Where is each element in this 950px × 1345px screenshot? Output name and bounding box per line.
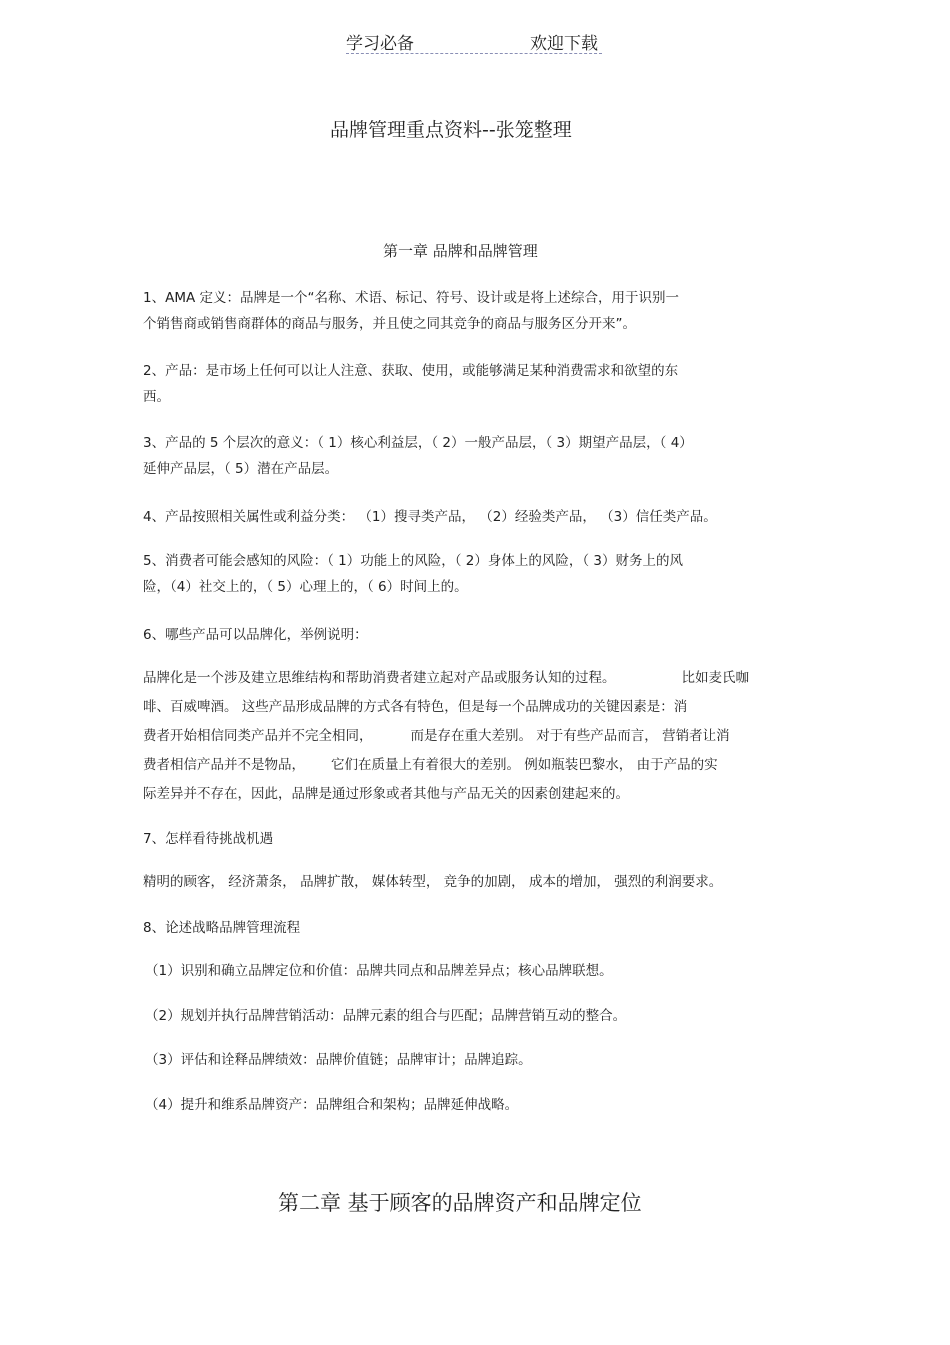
step-4-text: （4）提升和维系品牌资产：品牌组合和架构；品牌延伸战略。 bbox=[145, 1097, 519, 1113]
answer-7-text: 精明的顾客， 经济萧条， 品牌扩散， 媒体转型， 竞争的加剧， 成本的增加， 强烈的利润要求。 bbox=[143, 874, 723, 890]
step-2 bbox=[145, 1003, 807, 1029]
header-right-text: 欢迎下载 bbox=[530, 34, 598, 54]
question-7-text: 7、怎样看待挑战机遇 bbox=[143, 831, 274, 847]
question-8 bbox=[143, 915, 805, 941]
question-6 bbox=[143, 622, 805, 648]
answer-6-line-4a: 费者相信产品并不是物品， bbox=[143, 757, 305, 773]
paragraph-4-line-1: 4、产品按照相关属性或利益分类： （1）搜寻类产品， （2）经验类产品， （3）信任类产品。 bbox=[143, 509, 717, 525]
paragraph-1-line-2: 个销售商或销售商群体的商品与服务，并且使之同其竞争的商品与服务区分开来”。 bbox=[143, 316, 636, 332]
step-3 bbox=[145, 1047, 807, 1073]
answer-6-line-1 bbox=[143, 664, 805, 693]
paragraph-4 bbox=[143, 504, 805, 530]
answer-6 bbox=[143, 664, 805, 809]
paragraph-1-line-1: 1、AMA 定义：品牌是一个“名称、术语、标记、符号、设计或是将上述综合，用于识别一 bbox=[143, 290, 679, 306]
answer-6-line-1b: 比如麦氏咖 bbox=[681, 670, 749, 686]
answer-7 bbox=[143, 869, 805, 895]
paragraph-3-line-2: 延伸产品层，（ 5）潜在产品层。 bbox=[143, 461, 339, 477]
answer-6-line-4b: 它们在质量上有着很大的差别。 例如瓶装巴黎水， 由于产品的实 bbox=[331, 757, 718, 773]
step-1 bbox=[145, 958, 807, 984]
step-3-text: （3）评估和诠释品牌绩效：品牌价值链；品牌审计；品牌追踪。 bbox=[145, 1052, 532, 1068]
chapter-2-heading: 第二章 基于顾客的品牌资产和品牌定位 bbox=[278, 1191, 642, 1215]
paragraph-2-line-2: 西。 bbox=[143, 389, 170, 405]
header-divider bbox=[346, 53, 602, 54]
answer-6-line-5: 际差异并不存在，因此，品牌是通过形象或者其他与产品无关的因素创建起来的。 bbox=[143, 786, 629, 802]
header-left-text: 学习必备 bbox=[346, 34, 414, 54]
paragraph-3-line-1: 3、产品的 5 个层次的意义：（ 1）核心利益层，（ 2）一般产品层，（ 3）期望产品层，（ 4） bbox=[143, 435, 693, 451]
answer-6-line-2: 啡、百威啤酒。 这些产品形成品牌的方式各有特色，但是每一个品牌成功的关键因素是：消 bbox=[143, 699, 688, 715]
answer-6-line-4 bbox=[143, 751, 805, 780]
answer-6-line-3b: 而是存在重大差别。 对于有些产品而言， 营销者让消 bbox=[410, 728, 730, 744]
answer-6-line-3 bbox=[143, 722, 805, 751]
document-title: 品牌管理重点资料--张笼整理 bbox=[330, 119, 572, 141]
paragraph-3 bbox=[143, 430, 805, 482]
answer-6-line-3a: 费者开始相信同类产品并不完全相同， bbox=[143, 728, 373, 744]
question-7 bbox=[143, 826, 805, 852]
answer-6-line-1a: 品牌化是一个涉及建立思维结构和帮助消费者建立起对产品或服务认知的过程。 bbox=[143, 670, 616, 686]
step-2-text: （2）规划并执行品牌营销活动：品牌元素的组合与匹配；品牌营销互动的整合。 bbox=[145, 1008, 627, 1024]
paragraph-1 bbox=[143, 285, 805, 337]
question-6-text: 6、哪些产品可以品牌化，举例说明： bbox=[143, 627, 368, 643]
chapter-1-heading: 第一章 品牌和品牌管理 bbox=[383, 242, 538, 260]
step-4 bbox=[145, 1092, 807, 1118]
paragraph-5-line-1: 5、消费者可能会感知的风险：（ 1）功能上的风险，（ 2）身体上的风险，（ 3）财务上的风 bbox=[143, 553, 683, 569]
paragraph-2-line-1: 2、产品：是市场上任何可以让人注意、获取、使用，或能够满足某种消费需求和欲望的东 bbox=[143, 363, 679, 379]
paragraph-5-line-2: 险，（4）社交上的，（ 5）心理上的，（ 6）时间上的。 bbox=[143, 579, 468, 595]
question-8-text: 8、论述战略品牌管理流程 bbox=[143, 920, 301, 936]
step-1-text: （1）识别和确立品牌定位和价值：品牌共同点和品牌差异点；核心品牌联想。 bbox=[145, 963, 613, 979]
paragraph-2 bbox=[143, 358, 805, 410]
paragraph-5 bbox=[143, 548, 805, 600]
